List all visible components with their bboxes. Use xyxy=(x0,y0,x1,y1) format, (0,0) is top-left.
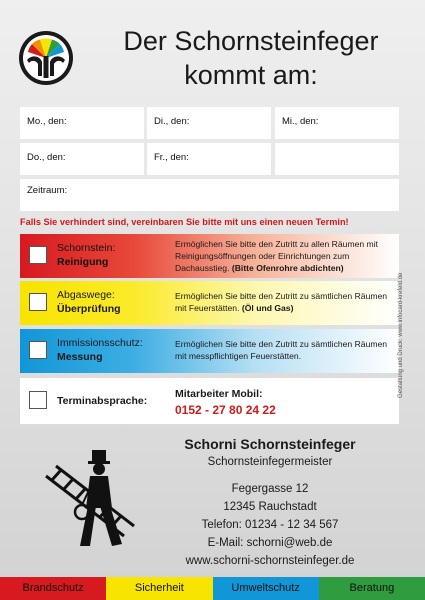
monday-date-field[interactable] xyxy=(20,107,144,139)
friday-label: Fr., den: xyxy=(154,152,189,163)
period-label: Zeitraum: xyxy=(27,185,68,196)
service-desc-text: Ermöglichen Sie bitte den Zutritt zu sämtlichen Räumen mit Feuerstätten. xyxy=(175,291,388,313)
contact-block xyxy=(150,434,390,570)
print-credit: Gestaltung und Druck: www.infocard-krefeld.de xyxy=(398,272,404,398)
service-row-flue-check xyxy=(20,281,399,325)
guild-emblem-icon xyxy=(18,30,74,86)
service-category: Schornstein: xyxy=(57,242,116,254)
footer-consulting: Beratung xyxy=(319,577,425,600)
street: Fegergasse 12 xyxy=(231,483,309,495)
page-title xyxy=(82,24,420,92)
thursday-label: Do., den: xyxy=(27,152,66,163)
footer-safety: Sicherheit xyxy=(106,577,212,600)
service-category: Immissionsschutz: xyxy=(57,337,143,349)
reschedule-notice: Falls Sie verhindert sind, vereinbaren Sie bitte mit uns einen neuen Termin! xyxy=(20,217,349,227)
service-type: Überprüfung xyxy=(57,303,121,315)
footer-fire-protection: Brandschutz xyxy=(0,577,106,600)
period-field[interactable] xyxy=(20,179,399,211)
service-note: (Bitte Ofenrohre abdichten) xyxy=(231,263,344,273)
footer-bar xyxy=(0,577,425,600)
service-description xyxy=(175,238,397,274)
city: 12345 Rauchstadt xyxy=(223,501,317,513)
service-desc-text: Ermöglichen Sie bitte den Zutritt zu sämtlichen Räumen mit messpflichtigen Feuerstätten. xyxy=(175,339,388,361)
service-note: (Öl und Gas) xyxy=(241,303,294,313)
chimney-sweep-icon xyxy=(40,448,140,552)
service-desc-text: Ermöglichen Sie bitte den Zutritt zu allen Räumen mit Reinigungsöffnungen oder Einrichtungen zum Dachausstieg. xyxy=(175,239,379,273)
service-row-chimney-cleaning xyxy=(20,234,399,278)
service-description xyxy=(175,338,397,362)
service-type: Reinigung xyxy=(57,256,109,268)
mobile-number[interactable]: 0152 - 27 80 24 22 xyxy=(175,403,276,417)
wednesday-date-field[interactable] xyxy=(275,107,399,139)
tuesday-date-field[interactable] xyxy=(147,107,271,139)
appointment-checkbox[interactable] xyxy=(29,391,47,409)
footer-environment: Umweltschutz xyxy=(213,577,319,600)
friday-date-field[interactable] xyxy=(147,143,271,175)
monday-label: Mo., den: xyxy=(27,116,67,127)
chimney-cleaning-checkbox[interactable] xyxy=(29,246,47,264)
wednesday-label: Mi., den: xyxy=(282,116,319,127)
service-description xyxy=(175,290,397,314)
tuesday-label: Di., den: xyxy=(154,116,190,127)
appointment-row xyxy=(20,378,399,424)
title-line-2: kommt am: xyxy=(184,60,318,90)
flue-check-checkbox[interactable] xyxy=(29,293,47,311)
appointment-label: Terminabsprache: xyxy=(57,395,148,407)
title-line-1: Der Schornsteinfeger xyxy=(123,26,379,56)
website[interactable]: www.schorni-schornsteinfeger.de xyxy=(185,555,355,567)
service-row-emission-measurement xyxy=(20,329,399,373)
email[interactable]: E-Mail: schorni@web.de xyxy=(207,537,333,549)
company-name: Schorni Schornsteinfeger xyxy=(184,436,356,452)
mobile-label: Mitarbeiter Mobil: xyxy=(175,388,263,400)
emission-measurement-checkbox[interactable] xyxy=(29,341,47,359)
extra-date-field[interactable] xyxy=(275,143,399,175)
service-category: Abgaswege: xyxy=(57,289,115,301)
service-type: Messung xyxy=(57,351,103,363)
company-role: Schornsteinfegermeister xyxy=(207,456,333,468)
thursday-date-field[interactable] xyxy=(20,143,144,175)
phone[interactable]: Telefon: 01234 - 12 34 567 xyxy=(201,519,339,531)
